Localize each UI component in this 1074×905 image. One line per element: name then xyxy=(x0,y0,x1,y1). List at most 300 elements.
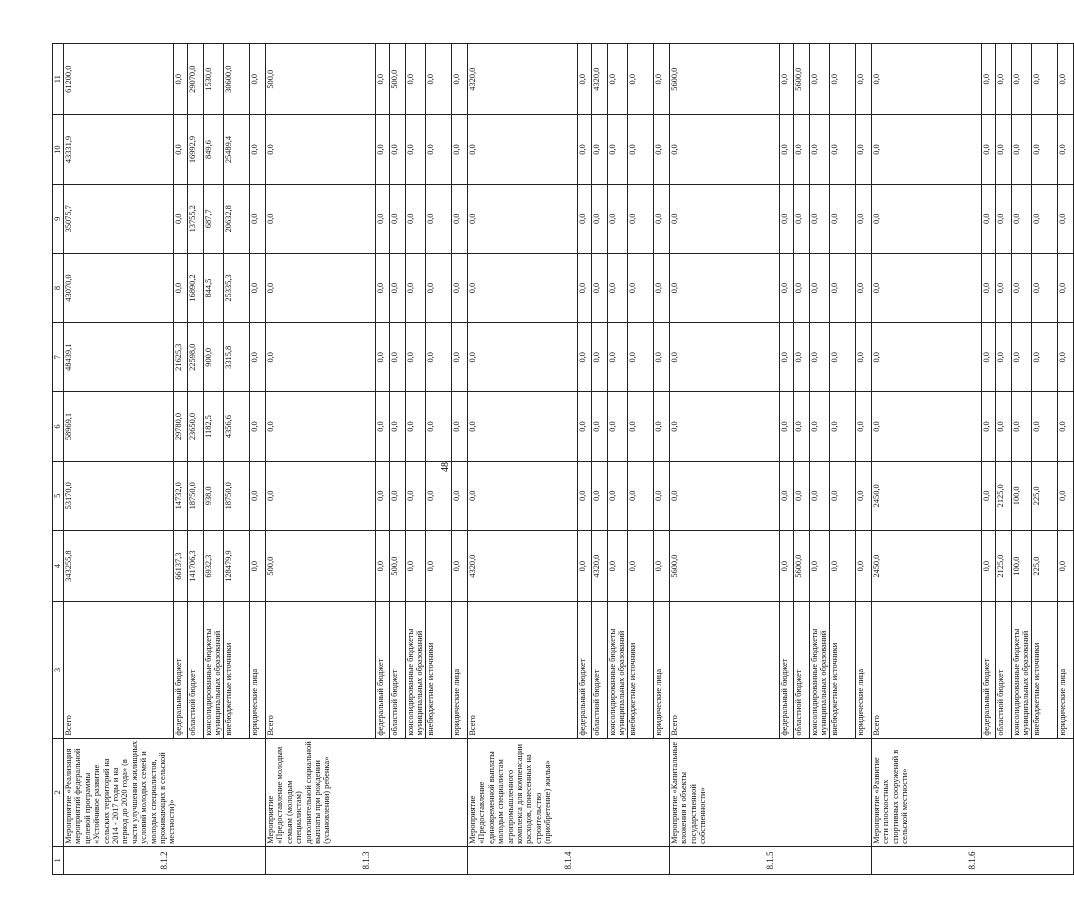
funding-source: областной бюджет xyxy=(592,602,608,738)
amount-cell: 0,0 xyxy=(780,115,794,184)
amount-cell: 0,0 xyxy=(996,323,1012,392)
table-row xyxy=(468,44,578,875)
measure-code: 8.1.4 xyxy=(468,846,670,874)
amount-cell: 0,0 xyxy=(830,530,856,601)
amount-cell: 0,0 xyxy=(452,44,468,115)
funding-source: федеральный бюджет xyxy=(578,602,592,738)
amount-cell: 938,0 xyxy=(204,461,224,530)
amount-cell: 0,0 xyxy=(426,44,452,115)
funding-source: областной бюджет xyxy=(390,602,406,738)
amount-cell: 0,0 xyxy=(578,392,592,461)
funding-source: юридические лица xyxy=(1058,602,1074,738)
column-number: 2 xyxy=(53,738,64,846)
amount-cell: 0,0 xyxy=(654,184,670,253)
amount-cell: 43070,0 xyxy=(64,253,174,322)
amount-cell: 0,0 xyxy=(406,323,426,392)
amount-cell: 5600,0 xyxy=(794,44,810,115)
amount-cell: 4320,0 xyxy=(468,530,578,601)
amount-cell: 0,0 xyxy=(670,461,780,530)
funding-source: Всего xyxy=(64,602,174,738)
amount-cell: 0,0 xyxy=(1058,530,1074,601)
amount-cell: 0,0 xyxy=(266,323,376,392)
amount-cell: 16992,9 xyxy=(188,115,204,184)
amount-cell: 3315,8 xyxy=(224,323,250,392)
amount-cell: 43331,9 xyxy=(64,115,174,184)
amount-cell: 0,0 xyxy=(578,461,592,530)
amount-cell: 0,0 xyxy=(390,184,406,253)
amount-cell: 0,0 xyxy=(608,115,628,184)
funding-table-body xyxy=(53,44,1074,875)
amount-cell: 0,0 xyxy=(1058,44,1074,115)
amount-cell: 0,0 xyxy=(670,115,780,184)
amount-cell: 5600,0 xyxy=(794,530,810,601)
amount-cell: 100,0 xyxy=(1012,461,1032,530)
amount-cell: 0,0 xyxy=(872,184,982,253)
funding-source: внебюджетные источники xyxy=(628,602,654,738)
amount-cell: 0,0 xyxy=(452,253,468,322)
amount-cell: 0,0 xyxy=(468,115,578,184)
funding-source: федеральный бюджет xyxy=(982,602,996,738)
amount-cell: 0,0 xyxy=(174,44,188,115)
amount-cell: 0,0 xyxy=(608,184,628,253)
funding-source: консолидированные бюджеты муниципальных образований xyxy=(608,602,628,738)
amount-cell: 0,0 xyxy=(1058,184,1074,253)
amount-cell: 0,0 xyxy=(628,461,654,530)
amount-cell: 100,0 xyxy=(1012,530,1032,601)
amount-cell: 0,0 xyxy=(654,461,670,530)
amount-cell: 0,0 xyxy=(1032,323,1058,392)
amount-cell: 0,0 xyxy=(780,323,794,392)
amount-cell: 48439,1 xyxy=(64,323,174,392)
amount-cell: 6932,3 xyxy=(204,530,224,601)
amount-cell: 0,0 xyxy=(426,184,452,253)
amount-cell: 0,0 xyxy=(780,530,794,601)
amount-cell: 0,0 xyxy=(406,253,426,322)
amount-cell: 0,0 xyxy=(628,115,654,184)
amount-cell: 0,0 xyxy=(452,461,468,530)
amount-cell: 0,0 xyxy=(810,323,830,392)
funding-source: консолидированные бюджеты муниципальных образований xyxy=(810,602,830,738)
amount-cell: 0,0 xyxy=(390,392,406,461)
measure-code: 8.1.3 xyxy=(266,846,468,874)
amount-cell: 0,0 xyxy=(1012,323,1032,392)
amount-cell: 0,0 xyxy=(654,253,670,322)
amount-cell: 25489,4 xyxy=(224,115,250,184)
funding-source: консолидированные бюджеты муниципальных образований xyxy=(204,602,224,738)
amount-cell: 0,0 xyxy=(1032,392,1058,461)
amount-cell: 0,0 xyxy=(794,184,810,253)
amount-cell: 0,0 xyxy=(390,461,406,530)
amount-cell: 0,0 xyxy=(996,44,1012,115)
amount-cell: 0,0 xyxy=(982,184,996,253)
amount-cell: 0,0 xyxy=(670,323,780,392)
amount-cell: 0,0 xyxy=(266,115,376,184)
amount-cell: 0,0 xyxy=(266,461,376,530)
funding-source: областной бюджет xyxy=(794,602,810,738)
amount-cell: 687,7 xyxy=(204,184,224,253)
amount-cell: 0,0 xyxy=(654,530,670,601)
amount-cell: 0,0 xyxy=(780,184,794,253)
amount-cell: 0,0 xyxy=(1058,323,1074,392)
amount-cell: 0,0 xyxy=(654,392,670,461)
amount-cell: 0,0 xyxy=(1058,253,1074,322)
amount-cell: 225,0 xyxy=(1032,461,1058,530)
amount-cell: 4356,6 xyxy=(224,392,250,461)
column-number: 10 xyxy=(53,115,64,184)
amount-cell: 29780,0 xyxy=(174,392,188,461)
table-row xyxy=(872,44,982,875)
amount-cell: 0,0 xyxy=(250,323,266,392)
column-number-row xyxy=(53,44,64,875)
funding-source: консолидированные бюджеты муниципальных образований xyxy=(1012,602,1032,738)
column-number: 6 xyxy=(53,392,64,461)
amount-cell: 23650,0 xyxy=(188,392,204,461)
amount-cell: 0,0 xyxy=(406,461,426,530)
amount-cell: 0,0 xyxy=(468,184,578,253)
amount-cell: 0,0 xyxy=(426,323,452,392)
amount-cell: 0,0 xyxy=(390,253,406,322)
amount-cell: 0,0 xyxy=(376,184,390,253)
amount-cell: 0,0 xyxy=(608,530,628,601)
amount-cell: 29070,0 xyxy=(188,44,204,115)
amount-cell: 0,0 xyxy=(982,530,996,601)
amount-cell: 0,0 xyxy=(794,323,810,392)
amount-cell: 5600,0 xyxy=(670,530,780,601)
amount-cell: 18750,0 xyxy=(188,461,204,530)
column-number: 7 xyxy=(53,323,64,392)
amount-cell: 0,0 xyxy=(982,253,996,322)
amount-cell: 0,0 xyxy=(608,323,628,392)
amount-cell: 0,0 xyxy=(578,44,592,115)
measure-description: Мероприятие «Предоставление молодым семьям (молодым специалистам) дополнительной социальной выплаты при рождении (усыновлении) ребенка» xyxy=(266,738,468,846)
amount-cell: 0,0 xyxy=(1058,115,1074,184)
amount-cell: 0,0 xyxy=(174,184,188,253)
amount-cell: 844,5 xyxy=(204,253,224,322)
amount-cell: 0,0 xyxy=(578,253,592,322)
amount-cell: 0,0 xyxy=(856,115,872,184)
amount-cell: 0,0 xyxy=(406,184,426,253)
amount-cell: 0,0 xyxy=(996,392,1012,461)
amount-cell: 18750,0 xyxy=(224,461,250,530)
amount-cell: 0,0 xyxy=(982,392,996,461)
column-number: 1 xyxy=(53,846,64,874)
amount-cell: 0,0 xyxy=(266,184,376,253)
amount-cell: 0,0 xyxy=(982,323,996,392)
amount-cell: 0,0 xyxy=(578,115,592,184)
amount-cell: 30600,0 xyxy=(224,44,250,115)
amount-cell: 0,0 xyxy=(468,392,578,461)
table-row xyxy=(266,44,376,875)
amount-cell: 0,0 xyxy=(250,392,266,461)
amount-cell: 0,0 xyxy=(376,461,390,530)
amount-cell: 0,0 xyxy=(670,253,780,322)
amount-cell: 0,0 xyxy=(628,323,654,392)
funding-table xyxy=(52,43,1074,875)
funding-source: внебюджетные источники xyxy=(426,602,452,738)
amount-cell: 0,0 xyxy=(452,323,468,392)
amount-cell: 0,0 xyxy=(982,461,996,530)
funding-source: Всего xyxy=(872,602,982,738)
table-row xyxy=(64,44,174,875)
amount-cell: 0,0 xyxy=(856,392,872,461)
amount-cell: 0,0 xyxy=(1012,253,1032,322)
amount-cell: 0,0 xyxy=(794,392,810,461)
amount-cell: 0,0 xyxy=(250,44,266,115)
amount-cell: 1530,0 xyxy=(204,44,224,115)
amount-cell: 0,0 xyxy=(982,115,996,184)
amount-cell: 0,0 xyxy=(856,530,872,601)
amount-cell: 0,0 xyxy=(628,253,654,322)
amount-cell: 0,0 xyxy=(608,44,628,115)
amount-cell: 0,0 xyxy=(578,184,592,253)
amount-cell: 0,0 xyxy=(670,184,780,253)
funding-source: юридические лица xyxy=(250,602,266,738)
page-number: 48 xyxy=(440,462,451,472)
amount-cell: 0,0 xyxy=(468,323,578,392)
funding-source: Всего xyxy=(468,602,578,738)
amount-cell: 0,0 xyxy=(376,323,390,392)
amount-cell: 0,0 xyxy=(376,115,390,184)
amount-cell: 0,0 xyxy=(608,461,628,530)
amount-cell: 21625,3 xyxy=(174,323,188,392)
amount-cell: 16890,2 xyxy=(188,253,204,322)
amount-cell: 0,0 xyxy=(452,115,468,184)
amount-cell: 0,0 xyxy=(996,184,1012,253)
amount-cell: 0,0 xyxy=(856,323,872,392)
amount-cell: 0,0 xyxy=(592,253,608,322)
amount-cell: 4320,0 xyxy=(592,44,608,115)
amount-cell: 0,0 xyxy=(780,253,794,322)
amount-cell: 0,0 xyxy=(406,392,426,461)
amount-cell: 0,0 xyxy=(794,461,810,530)
amount-cell: 0,0 xyxy=(996,115,1012,184)
amount-cell: 0,0 xyxy=(452,530,468,601)
amount-cell: 0,0 xyxy=(452,392,468,461)
funding-source: юридические лица xyxy=(856,602,872,738)
amount-cell: 0,0 xyxy=(250,530,266,601)
amount-cell: 500,0 xyxy=(390,44,406,115)
amount-cell: 2450,0 xyxy=(872,530,982,601)
amount-cell: 0,0 xyxy=(810,392,830,461)
amount-cell: 0,0 xyxy=(390,115,406,184)
amount-cell: 0,0 xyxy=(406,115,426,184)
amount-cell: 0,0 xyxy=(592,184,608,253)
amount-cell: 0,0 xyxy=(608,253,628,322)
amount-cell: 2450,0 xyxy=(872,461,982,530)
amount-cell: 0,0 xyxy=(1058,392,1074,461)
amount-cell: 0,0 xyxy=(1058,461,1074,530)
amount-cell: 0,0 xyxy=(426,115,452,184)
amount-cell: 0,0 xyxy=(654,44,670,115)
amount-cell: 0,0 xyxy=(628,392,654,461)
amount-cell: 0,0 xyxy=(578,530,592,601)
amount-cell: 0,0 xyxy=(810,530,830,601)
amount-cell: 0,0 xyxy=(1032,253,1058,322)
amount-cell: 0,0 xyxy=(996,253,1012,322)
amount-cell: 0,0 xyxy=(608,392,628,461)
funding-source: внебюджетные источники xyxy=(830,602,856,738)
amount-cell: 0,0 xyxy=(872,253,982,322)
amount-cell: 0,0 xyxy=(174,115,188,184)
funding-source: внебюджетные источники xyxy=(224,602,250,738)
amount-cell: 0,0 xyxy=(872,115,982,184)
amount-cell: 53170,0 xyxy=(64,461,174,530)
amount-cell: 0,0 xyxy=(830,253,856,322)
amount-cell: 0,0 xyxy=(426,392,452,461)
amount-cell: 0,0 xyxy=(830,184,856,253)
amount-cell: 0,0 xyxy=(426,461,452,530)
amount-cell: 0,0 xyxy=(468,253,578,322)
measure-description: Мероприятие «Развитие сети плоскостных спортивных сооружений в сельской местности» xyxy=(872,738,1074,846)
amount-cell: 0,0 xyxy=(810,44,830,115)
amount-cell: 0,0 xyxy=(592,461,608,530)
amount-cell: 0,0 xyxy=(810,115,830,184)
amount-cell: 0,0 xyxy=(406,44,426,115)
funding-source: областной бюджет xyxy=(188,602,204,738)
amount-cell: 0,0 xyxy=(266,392,376,461)
amount-cell: 0,0 xyxy=(1012,184,1032,253)
amount-cell: 0,0 xyxy=(780,461,794,530)
amount-cell: 0,0 xyxy=(592,115,608,184)
funding-source: Всего xyxy=(670,602,780,738)
amount-cell: 0,0 xyxy=(856,184,872,253)
amount-cell: 0,0 xyxy=(794,115,810,184)
amount-cell: 0,0 xyxy=(1032,184,1058,253)
amount-cell: 0,0 xyxy=(830,392,856,461)
amount-cell: 61200,0 xyxy=(64,44,174,115)
amount-cell: 5600,0 xyxy=(670,44,780,115)
amount-cell: 22598,0 xyxy=(188,323,204,392)
amount-cell: 0,0 xyxy=(406,530,426,601)
measure-description: Мероприятие «Предоставление единовременной выплаты молодым специалистам агропромышленного комплекса для компенсации расходов, понесенных на строительство (приобретение) жилья» xyxy=(468,738,670,846)
amount-cell: 0,0 xyxy=(376,530,390,601)
amount-cell: 25335,3 xyxy=(224,253,250,322)
amount-cell: 58969,1 xyxy=(64,392,174,461)
amount-cell: 0,0 xyxy=(780,392,794,461)
funding-source: юридические лица xyxy=(654,602,670,738)
amount-cell: 1182,5 xyxy=(204,392,224,461)
amount-cell: 0,0 xyxy=(628,530,654,601)
amount-cell: 900,0 xyxy=(204,323,224,392)
amount-cell: 0,0 xyxy=(468,461,578,530)
amount-cell: 0,0 xyxy=(1032,44,1058,115)
amount-cell: 0,0 xyxy=(250,253,266,322)
amount-cell: 0,0 xyxy=(780,44,794,115)
amount-cell: 0,0 xyxy=(376,44,390,115)
amount-cell: 2125,0 xyxy=(996,461,1012,530)
measure-code: 8.1.6 xyxy=(872,846,1074,874)
amount-cell: 0,0 xyxy=(426,530,452,601)
amount-cell: 4320,0 xyxy=(592,530,608,601)
amount-cell: 0,0 xyxy=(872,323,982,392)
amount-cell: 0,0 xyxy=(810,461,830,530)
amount-cell: 0,0 xyxy=(654,115,670,184)
amount-cell: 0,0 xyxy=(830,44,856,115)
amount-cell: 0,0 xyxy=(592,323,608,392)
measure-code: 8.1.5 xyxy=(670,846,872,874)
amount-cell: 0,0 xyxy=(628,184,654,253)
amount-cell: 0,0 xyxy=(856,44,872,115)
amount-cell: 343255,8 xyxy=(64,530,174,601)
amount-cell: 500,0 xyxy=(266,44,376,115)
amount-cell: 141706,3 xyxy=(188,530,204,601)
amount-cell: 0,0 xyxy=(856,253,872,322)
funding-source: внебюджетные источники xyxy=(1032,602,1058,738)
amount-cell: 0,0 xyxy=(578,323,592,392)
funding-source: федеральный бюджет xyxy=(780,602,794,738)
amount-cell: 500,0 xyxy=(390,530,406,601)
measure-description: Мероприятие «Капитальные вложения в объекты государственной собственности» xyxy=(670,738,872,846)
amount-cell: 0,0 xyxy=(810,184,830,253)
amount-cell: 0,0 xyxy=(830,461,856,530)
funding-source: областной бюджет xyxy=(996,602,1012,738)
amount-cell: 0,0 xyxy=(376,392,390,461)
amount-cell: 0,0 xyxy=(654,323,670,392)
amount-cell: 0,0 xyxy=(830,115,856,184)
amount-cell: 849,6 xyxy=(204,115,224,184)
amount-cell: 0,0 xyxy=(250,115,266,184)
funding-source: юридические лица xyxy=(452,602,468,738)
amount-cell: 0,0 xyxy=(1032,115,1058,184)
amount-cell: 500,0 xyxy=(266,530,376,601)
amount-cell: 0,0 xyxy=(830,323,856,392)
amount-cell: 0,0 xyxy=(982,44,996,115)
amount-cell: 4320,0 xyxy=(468,44,578,115)
funding-source: консолидированные бюджеты муниципальных образований xyxy=(406,602,426,738)
column-number: 9 xyxy=(53,184,64,253)
amount-cell: 0,0 xyxy=(810,253,830,322)
amount-cell: 0,0 xyxy=(1012,392,1032,461)
amount-cell: 0,0 xyxy=(670,392,780,461)
amount-cell: 0,0 xyxy=(1012,115,1032,184)
amount-cell: 0,0 xyxy=(856,461,872,530)
column-number: 4 xyxy=(53,530,64,601)
column-number: 5 xyxy=(53,461,64,530)
measure-code: 8.1.2 xyxy=(64,846,266,874)
amount-cell: 0,0 xyxy=(794,253,810,322)
column-number: 3 xyxy=(53,602,64,738)
amount-cell: 0,0 xyxy=(426,253,452,322)
amount-cell: 0,0 xyxy=(592,392,608,461)
funding-source: федеральный бюджет xyxy=(174,602,188,738)
amount-cell: 0,0 xyxy=(266,253,376,322)
amount-cell: 2125,0 xyxy=(996,530,1012,601)
funding-source: федеральный бюджет xyxy=(376,602,390,738)
measure-description: Мероприятие «Реализация мероприятий федеральной целевой программы «Устойчивое развитие сельских территорий на 2014 - 2017 годы и на период до 2020 года» (в части улучшения жилищных условий молодых семей и молодых специалистов, проживающих в сельской местности)» xyxy=(64,738,266,846)
amount-cell: 0,0 xyxy=(872,44,982,115)
amount-cell: 14732,0 xyxy=(174,461,188,530)
amount-cell: 0,0 xyxy=(174,253,188,322)
amount-cell: 0,0 xyxy=(628,44,654,115)
amount-cell: 0,0 xyxy=(250,184,266,253)
amount-cell: 35075,7 xyxy=(64,184,174,253)
amount-cell: 128479,9 xyxy=(224,530,250,601)
amount-cell: 0,0 xyxy=(872,392,982,461)
column-number: 11 xyxy=(53,44,64,115)
amount-cell: 0,0 xyxy=(250,461,266,530)
amount-cell: 0,0 xyxy=(452,184,468,253)
amount-cell: 0,0 xyxy=(1012,44,1032,115)
amount-cell: 13755,2 xyxy=(188,184,204,253)
amount-cell: 225,0 xyxy=(1032,530,1058,601)
table-row xyxy=(670,44,780,875)
amount-cell: 0,0 xyxy=(376,253,390,322)
amount-cell: 20632,8 xyxy=(224,184,250,253)
amount-cell: 0,0 xyxy=(390,323,406,392)
column-number: 8 xyxy=(53,253,64,322)
funding-source: Всего xyxy=(266,602,376,738)
amount-cell: 66137,3 xyxy=(174,530,188,601)
